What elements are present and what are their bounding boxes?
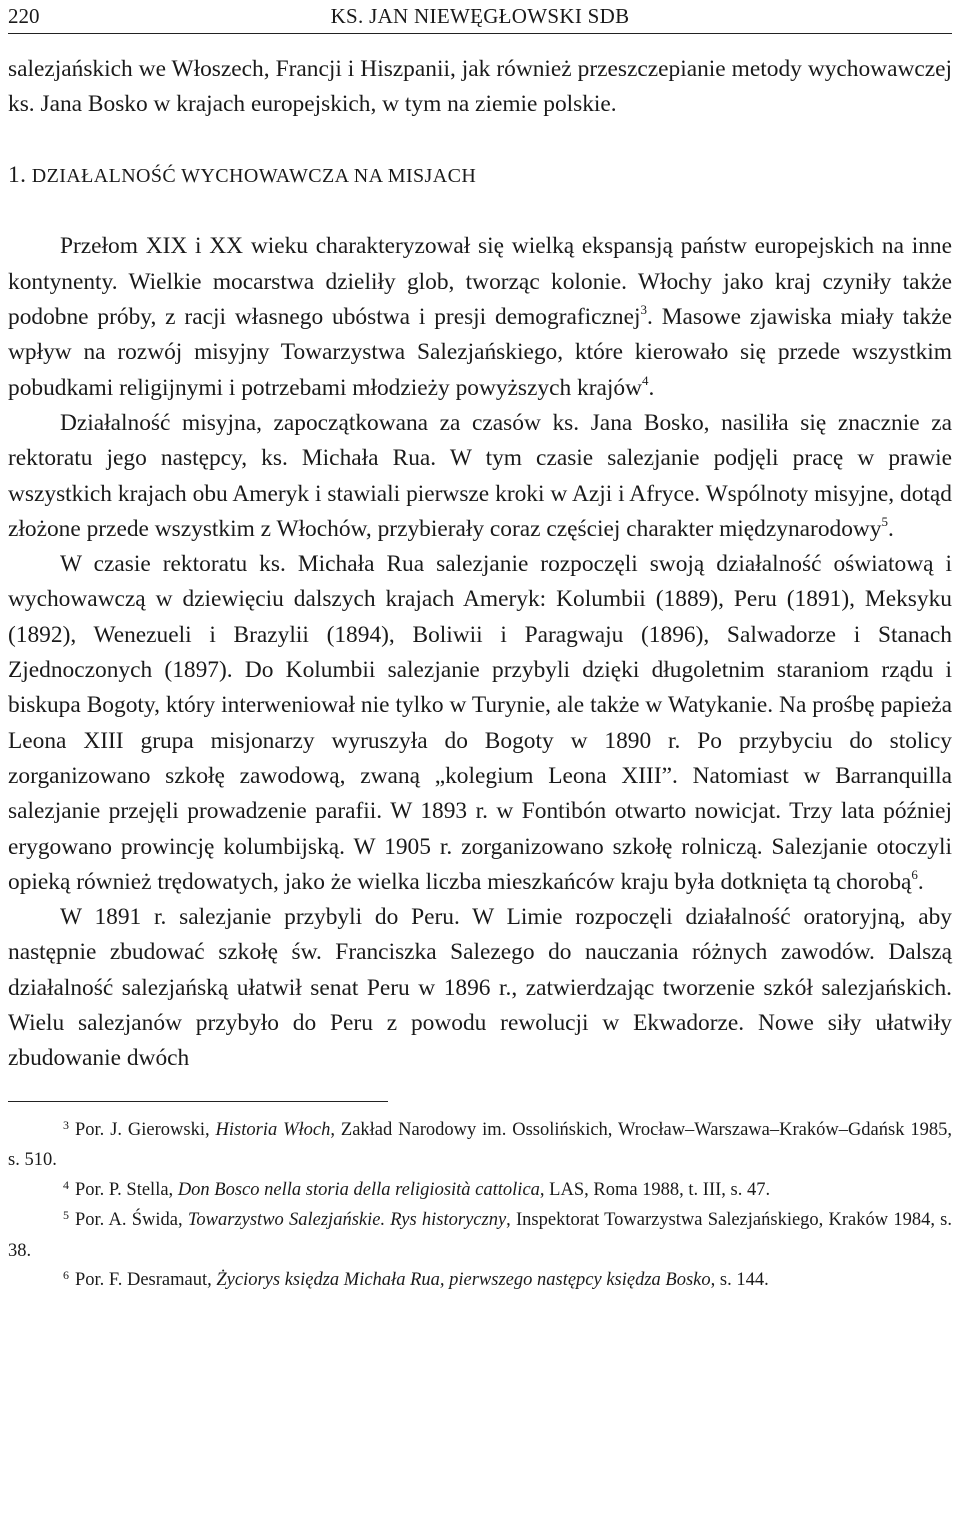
footnote-3: $^3$ Por. J. Gierowski, Historia Włoch, Zakład Narodowy im. Ossolińskich, Wrocław–Warszawa–Kraków–Gdańsk 1985, s. 510. <box>8 1117 952 1171</box>
footnote-number: 4 <box>63 1177 69 1192</box>
footnote-title: Życiorys księdza Michała Rua, pierwszego następcy księdza Bosko <box>216 1270 711 1291</box>
footnote-title: Don Bosco nella storia della religiosità cattolica <box>177 1179 540 1200</box>
footnote-rule <box>8 1101 388 1102</box>
paragraph-2: Działalność misyjna, zapoczątkowana za czasów ks. Jana Bosko, nasiliła się znacznie za rektoratu jego następcy, ks. Michała Rua. W tym czasie salezjanie podjęli pracę w prawie wszystkich krajach obu Ameryk i stawiali pierwsze kroki w Azji i Afryce. Wspólnoty misyjne, dotąd złożone przede wszystkim z Włochów, przybierały coraz częściej charakter międzynarodowy$^5$. <box>8 409 952 542</box>
section-number: 1. <box>8 161 27 188</box>
document-page <box>8 0 952 1297</box>
footnote-number: 6 <box>63 1268 69 1283</box>
footnote-title: Towarzystwo Salezjańskie. Rys historyczny <box>187 1210 507 1231</box>
page-header <box>8 0 952 34</box>
page-number: 220 <box>8 4 40 28</box>
footnotes <box>8 1116 952 1297</box>
footnote-title: Historia Włoch <box>215 1119 331 1140</box>
paragraph-4: W 1891 r. salezjanie przybyli do Peru. W Limie rozpoczęli działalność oratoryjną, aby następnie zbudować szkołę św. Franciszka Salezego do nauczania różnych zawodów. Dalszą działalność salezjańską ułatwił senat Peru w 1896 r., zatwierdzając tworzenie szkół salezjańskich. Wielu salezjanów przybyło do Peru z powodu rewolucji w Ekwadorze. Nowe siły ułatwiły zbudowanie dwóch <box>8 904 952 1072</box>
paragraph-1: Przełom XIX i XX wieku charakteryzował się wielką ekspansją państw europejskich na inne kontynenty. Wielkie mocarstwa dzieliły glob, tworząc kolonie. Włochy jako kraj czyniły także podobne próby, z racji własnego ubóstwa i presji demograficznej$^3$. Masowe zjawiska miały także wpływ na rozwój misyjny Towarzystwa Salezjańskiego, które kierowało się przede wszystkim pobudkami religijnymi i potrzebami młodzieży powyższych krajów$^4$. <box>8 233 952 401</box>
footnote-5: $^5$ Por. A. Świda, Towarzystwo Salezjańskie. Rys historyczny, Inspektorat Towarzystwa Salezjańskiego, Kraków 1984, s. 38. <box>8 1208 952 1261</box>
running-head: KS. JAN NIEWĘGŁOWSKI SDB <box>330 4 630 28</box>
body-text <box>8 52 952 1077</box>
footnote-number: 3 <box>63 1117 69 1132</box>
header-rule <box>8 33 952 34</box>
footnote-ref-3[interactable]: 3 <box>640 302 647 318</box>
footnote-ref-4[interactable]: 4 <box>641 372 649 388</box>
footnote-6: $^6$ Por. F. Desramaut, Życiorys księdza Michała Rua, pierwszego następcy księdza Bosko, s. 144. <box>63 1268 769 1291</box>
footnote-ref-5[interactable]: 5 <box>881 514 888 530</box>
paragraph-3: W czasie rektoratu ks. Michała Rua salezjanie rozpoczęli swoją działalność oświatową i wychowawczą w dziewięciu dalszych krajach Ameryk: Kolumbii (1889), Peru (1891), Meksyku (1892), Wenezueli i Brazylii (1894), Boliwii i Paragwaju (1896), Salwadorze i Stanach Zjednoczonych (1897). Do Kolumbii salezjanie przybyli dzięki długoletnim staraniom rządu i biskupa Bogoty, który interweniował nie tylko w Turynie, ale także w Watykanie. Na prośbę papieża Leona XIII grupa misjonarzy wyruszyła do Bogoty w 1890 r. Po przybyciu do stolicy zorganizowano szkołę zawodową, zwaną „kolegium Leona XIII”. Natomiast w Barranquilla salezjanie przejęli prowadzenie parafii. W 1893 r. w Fontibón otwarto nowicjat. Trzy lata później erygowano prowincję kolumbijską. W 1905 r. zorganizowano szkołę rolniczą. Salezjanie otoczyli opieką również trędowatych, jako że wielka liczba mieszkańców kraju była dotknięta tą chorobą$^6$. <box>8 551 952 895</box>
footnote-number: 5 <box>63 1208 69 1223</box>
intro-paragraph: salezjańskich we Włoszech, Francji i Hiszpanii, jak również przeszczepianie metody wychowawczej ks. Jana Bosko w krajach europejskich, w tym na ziemie polskie. <box>8 56 952 118</box>
section-heading <box>8 158 952 194</box>
section-title: DZIAŁALNOŚĆ WYCHOWAWCZA NA MISJACH <box>31 164 477 187</box>
footnote-ref-6[interactable]: 6 <box>911 867 918 883</box>
footnote-4: $^4$ Por. P. Stella, Don Bosco nella storia della religiosità cattolica, LAS, Roma 1988, t. III, s. 47. <box>63 1177 771 1200</box>
